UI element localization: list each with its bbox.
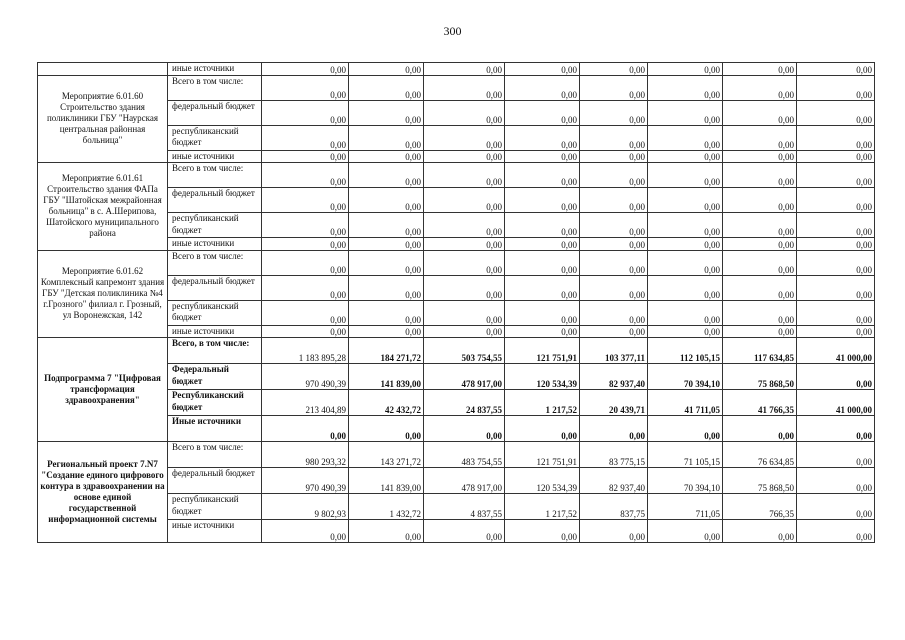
value-cell: 0,00 [349, 100, 424, 125]
value-cell: 0,00 [580, 163, 648, 188]
value-cell: 0,00 [505, 213, 580, 238]
value-cell: 0,00 [349, 238, 424, 251]
value-cell: 0,00 [797, 364, 875, 390]
funding-source-cell: республиканский бюджет [168, 300, 262, 325]
value-cell: 0,00 [723, 150, 797, 163]
value-cell: 41 766,35 [723, 390, 797, 416]
value-cell: 970 490,39 [262, 364, 349, 390]
value-cell: 0,00 [797, 250, 875, 275]
funding-source-cell: Иные источники [168, 416, 262, 442]
value-cell: 0,00 [580, 416, 648, 442]
funding-source-cell: федеральный бюджет [168, 188, 262, 213]
value-cell: 143 271,72 [349, 442, 424, 468]
value-cell: 0,00 [349, 250, 424, 275]
value-cell: 0,00 [424, 325, 505, 338]
row-label-cell: Мероприятие 6.01.61 Строительство здания ФАПа ГБУ "Шатойская межрайонная больница" в с. А.Шерипова, Шатойского муниципального района [38, 163, 168, 251]
value-cell: 0,00 [797, 163, 875, 188]
value-cell: 0,00 [648, 63, 723, 76]
value-cell: 120 534,39 [505, 364, 580, 390]
value-cell: 0,00 [349, 300, 424, 325]
value-cell: 0,00 [505, 63, 580, 76]
funding-source-cell: Всего в том числе: [168, 163, 262, 188]
value-cell: 0,00 [424, 188, 505, 213]
value-cell: 766,35 [723, 494, 797, 520]
value-cell: 0,00 [349, 213, 424, 238]
value-cell: 0,00 [580, 520, 648, 543]
page-number: 300 [443, 24, 462, 38]
value-cell: 0,00 [723, 188, 797, 213]
value-cell: 0,00 [797, 300, 875, 325]
value-cell: 0,00 [580, 238, 648, 251]
value-cell: 0,00 [648, 75, 723, 100]
value-cell: 0,00 [505, 416, 580, 442]
value-cell: 0,00 [648, 325, 723, 338]
value-cell: 75 868,50 [723, 468, 797, 494]
value-cell: 0,00 [723, 63, 797, 76]
funding-source-cell: республиканский бюджет [168, 125, 262, 150]
funding-source-cell: Всего, в том числе: [168, 338, 262, 364]
funding-source-cell: Республиканский бюджет [168, 390, 262, 416]
value-cell: 120 534,39 [505, 468, 580, 494]
row-label-cell: Мероприятие 6.01.62 Комплексный капремонт здания ГБУ "Детская поликлиника №4 г.Грозного" филиал г. Грозный, ул Воронежская, 142 [38, 250, 168, 338]
value-cell: 0,00 [580, 75, 648, 100]
value-cell: 0,00 [505, 163, 580, 188]
value-cell: 141 839,00 [349, 468, 424, 494]
value-cell: 41 000,00 [797, 390, 875, 416]
value-cell: 0,00 [349, 163, 424, 188]
value-cell: 4 837,55 [424, 494, 505, 520]
value-cell: 0,00 [723, 300, 797, 325]
value-cell: 0,00 [797, 275, 875, 300]
value-cell: 0,00 [797, 520, 875, 543]
funding-source-cell: Всего в том числе: [168, 442, 262, 468]
value-cell: 0,00 [723, 163, 797, 188]
row-label-cell: Подпрограмма 7 "Цифровая трансформация здравоохранения" [38, 338, 168, 442]
value-cell: 0,00 [797, 494, 875, 520]
value-cell: 0,00 [648, 250, 723, 275]
value-cell: 1 432,72 [349, 494, 424, 520]
value-cell: 112 105,15 [648, 338, 723, 364]
value-cell: 0,00 [505, 75, 580, 100]
value-cell: 0,00 [262, 275, 349, 300]
value-cell: 0,00 [648, 188, 723, 213]
value-cell: 0,00 [505, 125, 580, 150]
funding-source-cell: федеральный бюджет [168, 468, 262, 494]
value-cell: 0,00 [648, 416, 723, 442]
value-cell: 0,00 [262, 125, 349, 150]
table-row [38, 63, 875, 76]
value-cell: 0,00 [424, 238, 505, 251]
value-cell: 0,00 [262, 325, 349, 338]
value-cell: 0,00 [797, 213, 875, 238]
value-cell: 0,00 [580, 213, 648, 238]
value-cell: 0,00 [424, 100, 505, 125]
value-cell: 20 439,71 [580, 390, 648, 416]
value-cell: 0,00 [349, 275, 424, 300]
value-cell: 0,00 [648, 150, 723, 163]
value-cell: 0,00 [505, 520, 580, 543]
value-cell: 82 937,40 [580, 364, 648, 390]
value-cell: 0,00 [505, 250, 580, 275]
value-cell: 0,00 [424, 213, 505, 238]
row-label-cell: Мероприятие 6.01.60 Строительство здания поликлиники ГБУ "Наурская центральная районная больница" [38, 75, 168, 163]
value-cell: 478 917,00 [424, 364, 505, 390]
value-cell: 0,00 [723, 238, 797, 251]
value-cell: 0,00 [505, 188, 580, 213]
funding-source-cell: иные источники [168, 63, 262, 76]
value-cell: 141 839,00 [349, 364, 424, 390]
value-cell: 0,00 [797, 442, 875, 468]
value-cell: 0,00 [648, 213, 723, 238]
value-cell: 0,00 [723, 125, 797, 150]
value-cell: 1 217,52 [505, 390, 580, 416]
value-cell: 0,00 [262, 250, 349, 275]
value-cell: 42 432,72 [349, 390, 424, 416]
value-cell: 0,00 [349, 188, 424, 213]
value-cell: 41 000,00 [797, 338, 875, 364]
value-cell: 71 105,15 [648, 442, 723, 468]
value-cell: 0,00 [505, 325, 580, 338]
value-cell: 0,00 [797, 238, 875, 251]
value-cell: 0,00 [580, 250, 648, 275]
value-cell: 0,00 [424, 63, 505, 76]
value-cell: 0,00 [262, 238, 349, 251]
value-cell: 0,00 [797, 100, 875, 125]
value-cell: 0,00 [648, 520, 723, 543]
value-cell: 0,00 [797, 325, 875, 338]
value-cell: 0,00 [580, 325, 648, 338]
value-cell: 0,00 [262, 63, 349, 76]
value-cell: 83 775,15 [580, 442, 648, 468]
funding-source-cell: иные источники [168, 325, 262, 338]
value-cell: 0,00 [505, 100, 580, 125]
value-cell: 837,75 [580, 494, 648, 520]
value-cell: 0,00 [424, 520, 505, 543]
value-cell: 0,00 [505, 275, 580, 300]
value-cell: 0,00 [797, 150, 875, 163]
value-cell: 0,00 [349, 75, 424, 100]
value-cell: 0,00 [424, 416, 505, 442]
value-cell: 0,00 [262, 300, 349, 325]
funding-source-cell: Федеральный бюджет [168, 364, 262, 390]
value-cell: 478 917,00 [424, 468, 505, 494]
funding-source-cell: федеральный бюджет [168, 100, 262, 125]
value-cell: 0,00 [424, 75, 505, 100]
value-cell: 103 377,11 [580, 338, 648, 364]
value-cell: 0,00 [262, 188, 349, 213]
value-cell: 0,00 [349, 63, 424, 76]
value-cell: 0,00 [262, 100, 349, 125]
funding-source-cell: иные источники [168, 520, 262, 543]
value-cell: 1 217,52 [505, 494, 580, 520]
value-cell: 0,00 [648, 238, 723, 251]
value-cell: 980 293,32 [262, 442, 349, 468]
value-cell: 970 490,39 [262, 468, 349, 494]
value-cell: 0,00 [797, 468, 875, 494]
value-cell: 0,00 [262, 163, 349, 188]
value-cell: 0,00 [723, 416, 797, 442]
funding-source-cell: республиканский бюджет [168, 494, 262, 520]
value-cell: 0,00 [797, 75, 875, 100]
value-cell: 121 751,91 [505, 442, 580, 468]
value-cell: 0,00 [424, 163, 505, 188]
value-cell: 0,00 [505, 300, 580, 325]
value-cell: 41 711,05 [648, 390, 723, 416]
funding-source-cell: иные источники [168, 238, 262, 251]
value-cell: 0,00 [424, 300, 505, 325]
value-cell: 0,00 [505, 238, 580, 251]
value-cell: 82 937,40 [580, 468, 648, 494]
value-cell: 117 634,85 [723, 338, 797, 364]
value-cell: 0,00 [505, 150, 580, 163]
value-cell: 0,00 [262, 75, 349, 100]
value-cell: 121 751,91 [505, 338, 580, 364]
value-cell: 0,00 [424, 250, 505, 275]
value-cell: 0,00 [262, 150, 349, 163]
value-cell: 0,00 [580, 125, 648, 150]
funding-source-cell: федеральный бюджет [168, 275, 262, 300]
value-cell: 184 271,72 [349, 338, 424, 364]
value-cell: 0,00 [648, 163, 723, 188]
value-cell: 0,00 [648, 100, 723, 125]
funding-source-cell: Всего в том числе: [168, 75, 262, 100]
value-cell: 213 404,89 [262, 390, 349, 416]
table-row [38, 442, 875, 468]
funding-source-cell: иные источники [168, 150, 262, 163]
value-cell: 75 868,50 [723, 364, 797, 390]
value-cell: 0,00 [648, 125, 723, 150]
value-cell: 0,00 [580, 100, 648, 125]
value-cell: 0,00 [797, 125, 875, 150]
value-cell: 0,00 [349, 520, 424, 543]
value-cell: 1 183 895,28 [262, 338, 349, 364]
value-cell: 0,00 [723, 213, 797, 238]
value-cell: 76 634,85 [723, 442, 797, 468]
value-cell: 0,00 [723, 275, 797, 300]
value-cell: 0,00 [723, 250, 797, 275]
value-cell: 0,00 [349, 416, 424, 442]
value-cell: 0,00 [797, 63, 875, 76]
value-cell: 0,00 [580, 275, 648, 300]
value-cell: 0,00 [349, 150, 424, 163]
value-cell: 70 394,10 [648, 468, 723, 494]
value-cell: 70 394,10 [648, 364, 723, 390]
value-cell: 0,00 [262, 213, 349, 238]
value-cell: 9 802,93 [262, 494, 349, 520]
table-row [38, 163, 875, 188]
funding-source-cell: Всего в том числе: [168, 250, 262, 275]
table-row [38, 338, 875, 364]
budget-table [37, 62, 875, 543]
value-cell: 0,00 [349, 125, 424, 150]
value-cell: 24 837,55 [424, 390, 505, 416]
value-cell: 0,00 [580, 188, 648, 213]
value-cell: 0,00 [424, 125, 505, 150]
value-cell: 0,00 [580, 300, 648, 325]
value-cell: 0,00 [648, 300, 723, 325]
value-cell: 0,00 [262, 520, 349, 543]
value-cell: 0,00 [262, 416, 349, 442]
value-cell: 503 754,55 [424, 338, 505, 364]
value-cell: 0,00 [723, 75, 797, 100]
value-cell: 0,00 [424, 275, 505, 300]
value-cell: 0,00 [797, 416, 875, 442]
value-cell: 0,00 [424, 150, 505, 163]
value-cell: 0,00 [580, 63, 648, 76]
row-label-cell: Региональный проект 7.N7 "Создание единого цифрового контура в здравоохранении на основе единой государственной информационной системы [38, 442, 168, 543]
row-label-cell [38, 63, 168, 76]
value-cell: 0,00 [723, 325, 797, 338]
value-cell: 0,00 [797, 188, 875, 213]
value-cell: 0,00 [349, 325, 424, 338]
value-cell: 0,00 [723, 520, 797, 543]
value-cell: 0,00 [723, 100, 797, 125]
value-cell: 0,00 [648, 275, 723, 300]
table-row [38, 250, 875, 275]
funding-source-cell: республиканский бюджет [168, 213, 262, 238]
value-cell: 483 754,55 [424, 442, 505, 468]
value-cell: 0,00 [580, 150, 648, 163]
table-row [38, 75, 875, 100]
value-cell: 711,05 [648, 494, 723, 520]
